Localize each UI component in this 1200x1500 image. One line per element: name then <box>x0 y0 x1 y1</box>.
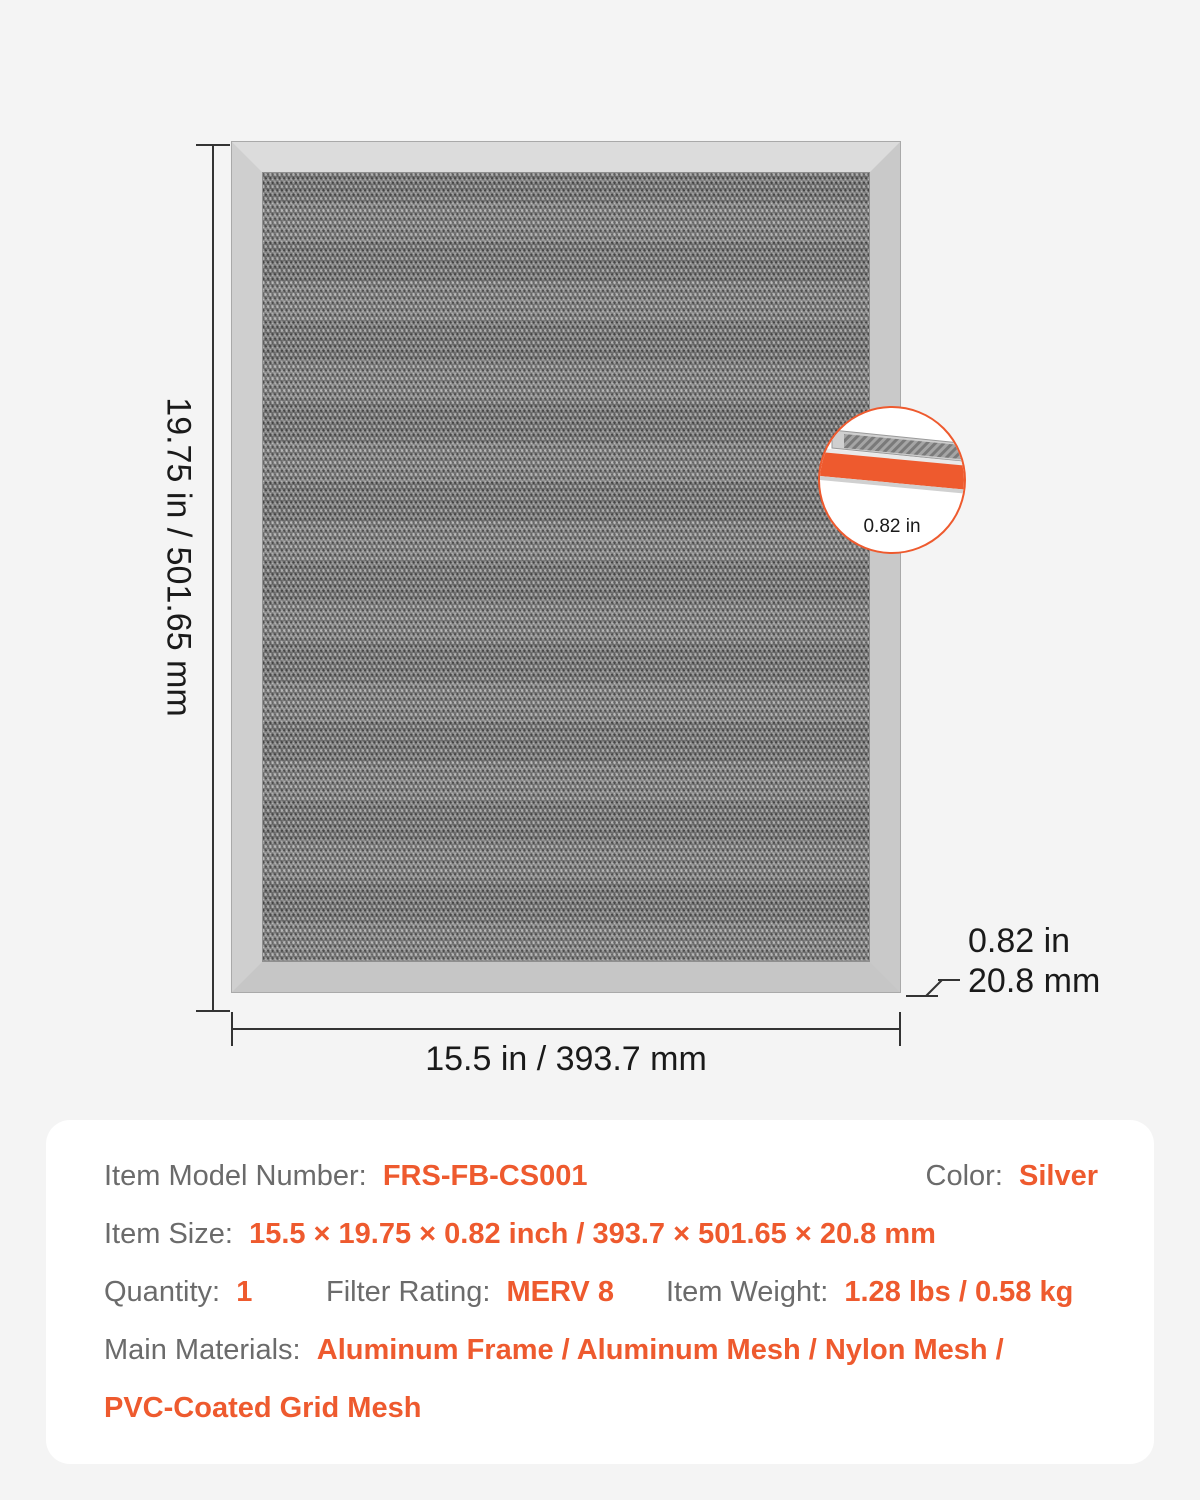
height-dimension-cap-bottom <box>196 1010 230 1012</box>
materials-label: Main Materials: <box>104 1334 301 1366</box>
height-dimension-line <box>212 144 214 1012</box>
model-value: FRS-FB-CS001 <box>382 1160 588 1192</box>
spec-row-quantity <box>104 1276 252 1309</box>
specifications-panel <box>46 1120 1154 1464</box>
spec-row-model <box>104 1160 587 1193</box>
width-dimension-cap-left <box>231 1012 233 1046</box>
thickness-inches-label: 0.82 in <box>968 922 1071 960</box>
size-label: Item Size: <box>104 1218 233 1250</box>
thickness-mm-label: 20.8 mm <box>968 962 1101 1000</box>
spec-row-materials <box>104 1334 1004 1367</box>
spec-row-weight <box>666 1276 1073 1309</box>
thickness-detail-inset <box>818 406 966 554</box>
rating-label: Filter Rating: <box>326 1276 491 1308</box>
width-label: 15.5 in / 393.7 mm <box>425 1040 707 1078</box>
height-label: 19.75 in / 501.65 mm <box>159 397 198 717</box>
weight-value: 1.28 lbs / 0.58 kg <box>844 1276 1074 1308</box>
filter-mesh <box>262 172 870 962</box>
color-value: Silver <box>1019 1160 1098 1192</box>
size-value: 15.5 × 19.75 × 0.82 inch / 393.7 × 501.65 × 20.8 mm <box>249 1218 936 1250</box>
height-dimension-cap-top <box>196 144 230 146</box>
model-label: Item Model Number: <box>104 1160 367 1192</box>
color-label: Color: <box>925 1160 1003 1192</box>
materials-value-line1: Aluminum Frame / Aluminum Mesh / Nylon Mesh / <box>316 1334 1004 1366</box>
spec-row-size <box>104 1218 936 1251</box>
thickness-pointer <box>904 974 964 1000</box>
weight-label: Item Weight: <box>666 1276 829 1308</box>
inset-thickness-label: 0.82 in <box>863 516 921 537</box>
spec-row-color <box>926 1160 1098 1193</box>
quantity-value: 1 <box>236 1276 253 1308</box>
width-dimension-line <box>232 1028 900 1030</box>
spec-row-materials-continued <box>104 1392 421 1425</box>
width-dimension-cap-right <box>899 1012 901 1046</box>
air-filter-image <box>232 142 900 992</box>
materials-value-line2: PVC-Coated Grid Mesh <box>104 1392 422 1424</box>
rating-value: MERV 8 <box>506 1276 614 1308</box>
quantity-label: Quantity: <box>104 1276 221 1308</box>
spec-row-rating <box>326 1276 614 1309</box>
